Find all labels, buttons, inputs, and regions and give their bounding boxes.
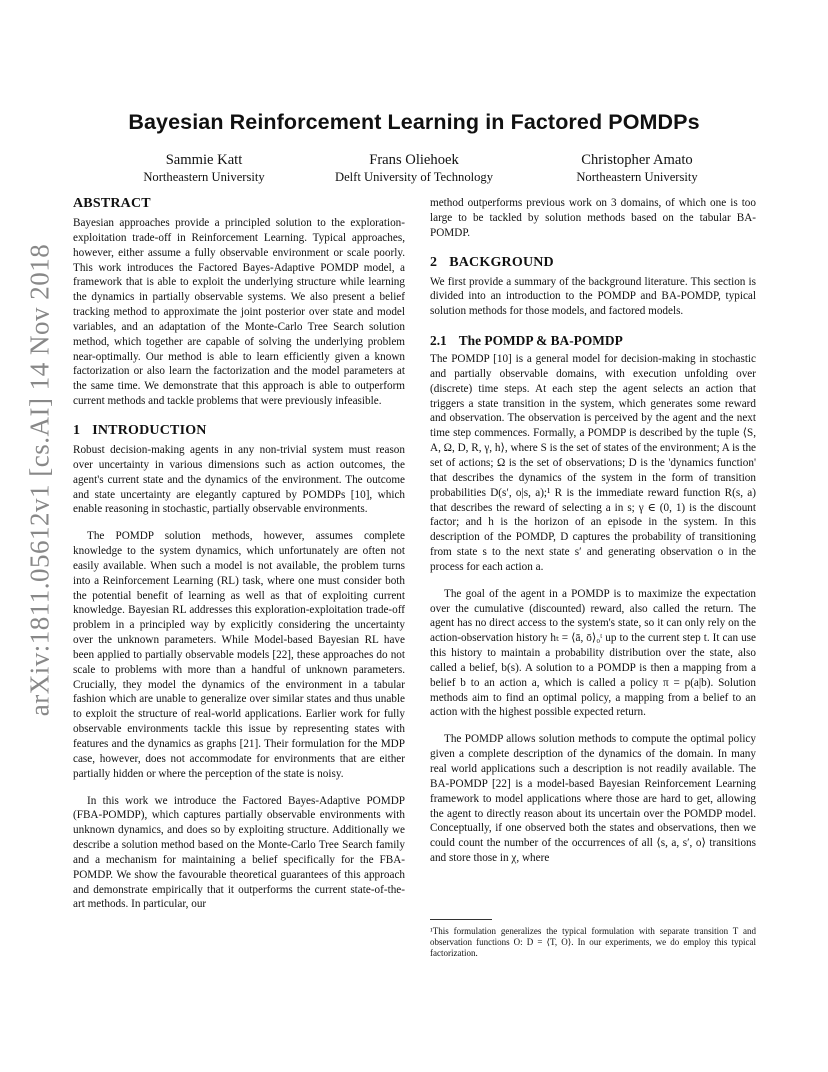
author-name: Christopher Amato xyxy=(581,152,693,168)
section-number: 1 xyxy=(73,422,81,438)
paper-title: Bayesian Reinforcement Learning in Factored POMDPs xyxy=(128,110,700,134)
abstract-text: Bayesian approaches provide a principled solution to the exploration-exploitation trade-off in Reinforcement Learning. Typical approaches, however, either assume a fully observable environment or scale poorly. This work introduces the Factored Bayes-Adaptive POMDP model, a framework that is able to exploit the underlying structure while learning the dynamics in partially observable systems. We also present a belief tracking method to approximate the joint posterior over state and model variables, and an adaptation of the Monte-Carlo Tree Search solution method, which together are capable of solving the underlying problem near-optimally. Our method is able to learn efficiently given a known factorization or also learn the factorization and the model parameters at the same time. We demonstrate that this approach is able to outperform current methods and tackle problems that were previously infeasible. xyxy=(73,217,405,408)
author-name: Frans Oliehoek xyxy=(369,152,459,168)
author-block xyxy=(517,152,757,186)
subsection-number: 2.1 xyxy=(430,333,447,349)
section-title: INTRODUCTION xyxy=(92,422,207,438)
pomdp-paragraph: The POMDP allows solution methods to compute the optimal policy given a complete description of the dynamics of the domain. In many real world applications such a description is not readily available. The BA-POMDP [22] is a model-based Bayesian Reinforcement Learning framework to model applications where those are hard to get, allowing the agent to directly reason about its uncertain over the POMDP model. Conceptually, if one observed both the states and observations, then we could count the number of the occurrences of all ⟨s, a, s′, o⟩ transitions and store those in χ, where xyxy=(430,733,756,865)
author-affiliation: Delft University of Technology xyxy=(334,170,494,184)
author-affiliation: Northeastern University xyxy=(576,170,698,184)
intro-paragraph: The POMDP solution methods, however, assumes complete knowledge to the system dynamics, which unfortunately are often not easily available. When such a model is not available, the problem turns into a Reinforcement Learning (RL) task, where one must consider both the potential benefit of learning as well as that of exploiting current knowledge. Bayesian RL addresses this exploration-exploitation trade-off problem in a principled way by explicitly considering the uncertainty over the unknown parameters. While Model-based Bayesian RL have been applied to partially observable models [22], these approaches do not scale to problems with more than a handful of unknown parameters. Crucially, they model the dynamics of the environment in a tabular fashion which are unable to generalize over similar states and thus unable to exploit the structure of real-world applications. Earlier work for fully observable environments tackle this issue by representing states with features and the dynamics as graphs [21]. Their formulation for the MDP case, however, does not accommodate for environments that are either partially hidden or where the perception of the state is noisy. xyxy=(73,530,405,780)
introduction-heading xyxy=(73,423,405,439)
arxiv-identifier: arXiv:1811.05612v1 [cs.AI] 14 Nov 2018 xyxy=(24,243,55,717)
author-affiliation: Northeastern University xyxy=(143,170,265,184)
intro-continuation: method outperforms previous work on 3 domains, of which one is too large to be tackled by solution methods based on the tabular BA-POMDP. xyxy=(430,197,756,239)
footnote-rule xyxy=(430,919,492,920)
pomdp-paragraph: The POMDP [10] is a general model for decision-making in stochastic and partially observable domains, with execution unfolding over (discrete) time steps. At each step the agent selects an action that triggers a state transition in the system, which generates some reward and observation. The observation is perceived by the agent and the next time step commences. Formally, a POMDP is described by the tuple ⟨S, A, Ω, D, R, γ, h⟩, where S is the set of states of the environment; A is the set of actions; Ω is the set of observations; D is the 'dynamics function' that describes the dynamics of the system in the form of transition probabilities D(s′, o|s, a);¹ R is the immediate reward function R(s, a) that describes the reward of selecting a in s; γ ∈ (0, 1) is the discount factor; and h is the horizon of an episode in the system. In this description of the POMDP, D captures the probability of transitioning from state s to the next state s′ and generating observation o in the process for each action a. xyxy=(430,353,756,573)
left-column xyxy=(73,196,405,912)
intro-paragraph: Robust decision-making agents in any non-trivial system must reason over uncertainty in various dimensions such as action outcomes, the agent's current state and the dynamics of the environment. The outcome and state uncertainty are elegantly captured by POMDPs [10], which enable reasoning in stochastic, partially observable environments. xyxy=(73,443,405,516)
section-title: BACKGROUND xyxy=(449,254,554,270)
author-block xyxy=(294,152,534,186)
section-number: 2 xyxy=(430,254,438,270)
intro-paragraph: In this work we introduce the Factored Bayes-Adaptive POMDP (FBA-POMDP), which captures partially observable environments with unknown dynamics, and does so by exploiting structure. Additionally we describe a solution method based on the Monte-Carlo Tree Search family and a mechanism for maintaining a belief specifically for the FBA-POMDP. We show the favourable theoretical guarantees of this approach and demonstrate empirically that it outperforms the current state-of-the-art methods. In particular, our xyxy=(73,794,405,911)
subsection-title: The POMDP & BA-POMDP xyxy=(458,333,623,349)
pomdp-paragraph: The goal of the agent in a POMDP is to maximize the expectation over the cumulative (discounted) reward, also called the return. The agent has no direct access to the system's state, so it can only rely on the action-observation history hₜ = ⟨ā, ō⟩₀ᵗ up to the current step t. It can use this history to maintain a probability distribution over the state, also called a belief, b(s). A solution to a POMDP is then a mapping from a belief b to an action a, which is called a policy π = p(a|b). Solution methods aim to find an optimal policy, a mapping from a belief to an action with the highest possible expected return. xyxy=(430,587,756,719)
footnote: ¹This formulation generalizes the typical formulation with separate transition T and observation functions O: D = ⟨T, O⟩. In our experiments, we do employ this typical factorization. xyxy=(430,926,756,958)
right-column xyxy=(430,197,756,866)
author-block xyxy=(84,152,324,186)
background-text: We first provide a summary of the background literature. This section is divided into an introduction to the POMDP and BA-POMDP, typical solution methods for those models, and factored models. xyxy=(430,275,756,318)
abstract-heading: ABSTRACT xyxy=(73,196,151,211)
pomdp-subsection-heading xyxy=(430,333,756,349)
background-heading xyxy=(430,255,756,271)
author-name: Sammie Katt xyxy=(165,152,243,168)
